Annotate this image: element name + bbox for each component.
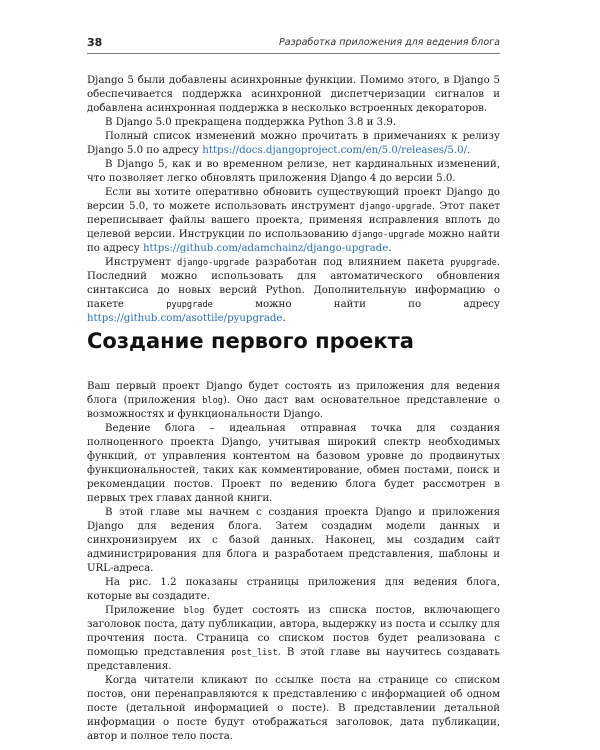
page-number: 38 [87,36,103,49]
page-header [87,36,500,54]
text: Приложение [105,605,184,616]
inline-code: pyupgrade [450,258,497,268]
paragraph: В Django 5, как и во времeнном релизе, нет кардинальных изменений, что позволяет легко обновлять приложения Django 4 до версии 5.0. [87,159,500,184]
text: Полный список изменений можно прочитать в примечаниях к релизу Django 5.0 по адресу [87,131,500,156]
text: можно найти по адресу [87,229,500,254]
paragraph [87,186,500,256]
section-first-project-text [87,380,500,744]
paragraph: Ведение блога – идеальная отправная точка для создания полноценного проекта Django, учитывая широкий спектр необходимых функций, от управления контентом на базовом уровне до продвинутых функциональностей, таких как комментирование, обмен постами, поиск и рекомендации постов. Проект по ведению блога будет рассмотрен в первых трех главах данной книги. [87,423,500,504]
running-title: Разработка приложения для ведения блога [279,37,500,48]
pyupgrade-link[interactable]: https://github.com/asottile/pyupgrade [87,313,283,324]
text: . Этот пакет переписывает файлы вашего проекта, применяя исправления вплоть до целевой версии. Инструкции по использованию [87,201,500,240]
inline-code: blog [202,396,223,406]
text: Инструмент [105,257,177,268]
section-intro-text [87,74,500,326]
text: можно найти по адресу [212,299,500,310]
paragraph: В Django 5.0 прекращена поддержка Python 3.8 и 3.9. [105,117,397,128]
paragraph: На рис. 1.2 показаны страницы приложения для ведения блога, которые вы создадите. [87,577,500,602]
paragraph: Когда читатели кликают по ссылке поста на странице со списком постов, они перенаправляются к представлению с информацией об одном посте (детальной информацией о посте). В представлении детальной информации о посте будут отображаться заголовок, дата публикации, автор и полное тело поста. [87,675,500,742]
paragraph: Django 5 были добавлены асинхронные функции. Помимо этого, в Django 5 обеспечивается поддержка асинхронной диспетчеризации сигналов и добавлена асинхронная поддержка в несколько встроенных декораторов. [87,75,500,114]
text: . [388,243,392,254]
django-release-notes-link[interactable]: https://docs.djangoproject.com/en/5.0/releases/5.0/ [202,145,468,156]
text: ). Оно даст вам основательное представление о возможностях и функциональности Django. [87,395,500,420]
paragraph [87,130,500,158]
inline-code: blog [183,606,205,616]
text: Если вы хотите оперативно обновить существующий проект Django до версии 5.0, то можете использовать инструмент [87,187,500,212]
inline-code: post_list [231,648,278,658]
inline-code: django-upgrade [351,230,425,240]
paragraph [87,380,500,422]
text: . В этой главе вы научитесь создавать представления. [87,647,500,672]
text: Ваш первый проект Django будет состоять из приложения для ведения блога (приложения [87,381,500,406]
text: . [467,145,471,156]
paragraph: В этой главе мы начнем с создания проекта Django и приложения Django для ведения блога. Затем создадим модели данных и синхронизируем их с базой данных. Наконец, мы создадим сайт администрирования для блога и разработаем представления, шаблоны и URL-адреса. [87,507,500,574]
inline-code: pyupgrade [166,300,213,310]
paragraph [87,604,500,674]
text: . Последний можно использовать для автоматического обновления синтаксиса до новых версий Python. Дополнительную информацию о пакете [87,257,501,310]
text: разработан под влиянием пакета [249,257,451,268]
section-heading: Создание первого проекта [87,329,414,353]
paragraph [87,256,500,326]
text: . [282,313,286,324]
text: будет состоять из списка постов, включающего заголовок поста, дату публикации, автора, выдержку из поста и ссылку для прочтения поста. Страница со списком постов будет реализована с помощью представления [87,605,500,658]
django-upgrade-link[interactable]: https://github.com/adamchainz/django-upgrade [143,243,389,254]
inline-code: django-upgrade [176,258,250,268]
inline-code: django-upgrade [359,202,432,212]
